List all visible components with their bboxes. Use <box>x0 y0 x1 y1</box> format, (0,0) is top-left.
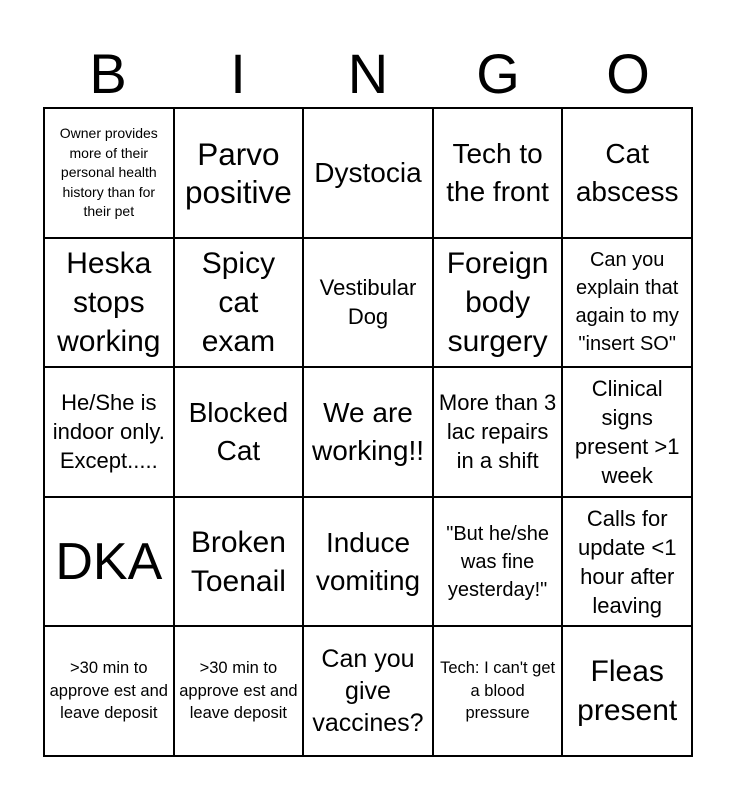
bingo-cell[interactable]: Spicy cat exam <box>174 238 304 368</box>
bingo-cell[interactable]: >30 min to approve est and leave deposit <box>44 626 174 756</box>
header-letter-n: N <box>347 42 389 105</box>
bingo-cell[interactable]: Foreign body surgery <box>433 238 563 368</box>
bingo-cell[interactable]: Tech: I can't get a blood pressure <box>433 626 563 756</box>
header-letter-o: O <box>606 42 650 105</box>
bingo-cell[interactable]: Fleas present <box>562 626 692 756</box>
bingo-cell[interactable]: Heska stops working <box>44 238 174 368</box>
header-letter-b: B <box>89 42 127 105</box>
bingo-cell[interactable]: Vestibular Dog <box>303 238 433 368</box>
bingo-cell[interactable]: Owner provides more of their personal health history than for their pet <box>44 108 174 238</box>
bingo-cell[interactable]: >30 min to approve est and leave deposit <box>174 626 304 756</box>
bingo-header <box>43 40 693 108</box>
bingo-cell[interactable]: He/She is indoor only. Except..... <box>44 367 174 497</box>
bingo-cell[interactable]: Dystocia <box>303 108 433 238</box>
bingo-cell[interactable]: Parvo positive <box>174 108 304 238</box>
bingo-cell[interactable]: More than 3 lac repairs in a shift <box>433 367 563 497</box>
bingo-cell[interactable]: We are working!! <box>303 367 433 497</box>
header-letter-i: I <box>230 42 246 105</box>
bingo-cell[interactable]: Induce vomiting <box>303 497 433 627</box>
bingo-cell[interactable]: "But he/she was fine yesterday!" <box>433 497 563 627</box>
bingo-cell[interactable]: Calls for update <1 hour after leaving <box>562 497 692 627</box>
bingo-cell[interactable]: Can you give vaccines? <box>303 626 433 756</box>
bingo-cell[interactable]: Clinical signs present >1 week <box>562 367 692 497</box>
bingo-cell[interactable]: DKA <box>44 497 174 627</box>
bingo-cell[interactable]: Broken Toenail <box>174 497 304 627</box>
bingo-cell[interactable]: Blocked Cat <box>174 367 304 497</box>
bingo-cell[interactable]: Tech to the front <box>433 108 563 238</box>
bingo-cell[interactable]: Can you explain that again to my "insert SO" <box>562 238 692 368</box>
header-letter-g: G <box>476 42 520 105</box>
bingo-board <box>43 107 693 757</box>
bingo-cell[interactable]: Cat abscess <box>562 108 692 238</box>
